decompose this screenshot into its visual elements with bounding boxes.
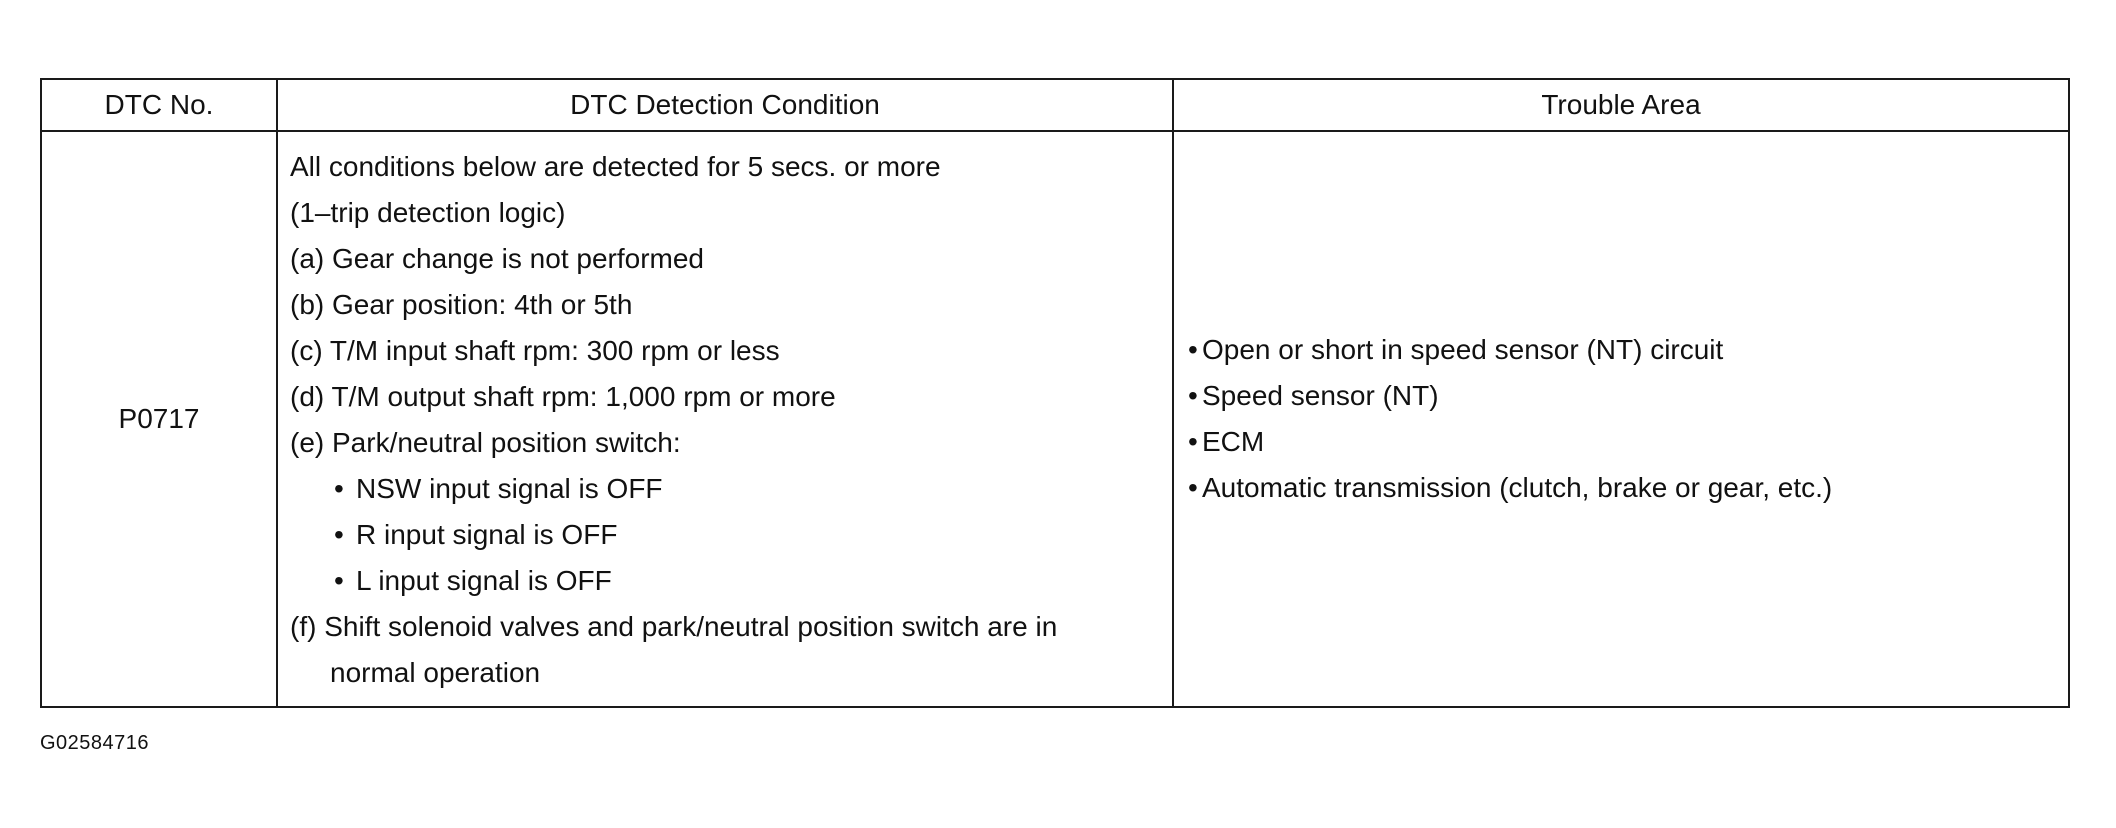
detection-condition-cell [277,131,1173,707]
condition-line: (c) T/M input shaft rpm: 300 rpm or less [290,335,780,366]
trouble-area-text: ECM [1202,426,1265,457]
condition-line: (b) Gear position: 4th or 5th [290,289,633,320]
trouble-area-list [1174,327,2068,511]
trouble-area-text: Automatic transmission (clutch, brake or gear, etc.) [1202,472,1833,503]
condition-list [278,132,1172,700]
trouble-area-text: Open or short in speed sensor (NT) circuit [1202,334,1724,365]
header-row [41,79,2069,131]
dtc-table [40,78,2070,708]
trouble-area-text: Speed sensor (NT) [1202,380,1439,411]
trouble-area-item [1188,465,2058,511]
condition-subitem [290,558,1162,604]
condition-subitem-text: R input signal is OFF [356,519,618,550]
condition-subitem-text: NSW input signal is OFF [356,473,663,504]
condition-subitem-text: L input signal is OFF [356,565,612,596]
condition-subitem [290,512,1162,558]
condition-line: (d) T/M output shaft rpm: 1,000 rpm or more [290,381,836,412]
condition-line: (f) Shift solenoid valves and park/neutral position switch are in [290,611,1058,642]
header-trouble-area: Trouble Area [1173,79,2069,131]
dtc-code-cell: P0717 [41,131,277,707]
condition-line: (1–trip detection logic) [290,197,566,228]
figure-code: G02584716 [40,732,150,754]
condition-line-continuation: normal operation [330,657,541,688]
trouble-area-item [1188,327,2058,373]
table-row [41,131,2069,707]
condition-line: (a) Gear change is not performed [290,243,704,274]
trouble-area-item [1188,419,2058,465]
trouble-area-cell [1173,131,2069,707]
condition-line: All conditions below are detected for 5 secs. or more [290,151,941,182]
trouble-area-item [1188,373,2058,419]
condition-line: (e) Park/neutral position switch: [290,427,681,458]
header-detection-condition: DTC Detection Condition [277,79,1173,131]
condition-subitem [290,466,1162,512]
header-dtc-no: DTC No. [41,79,277,131]
